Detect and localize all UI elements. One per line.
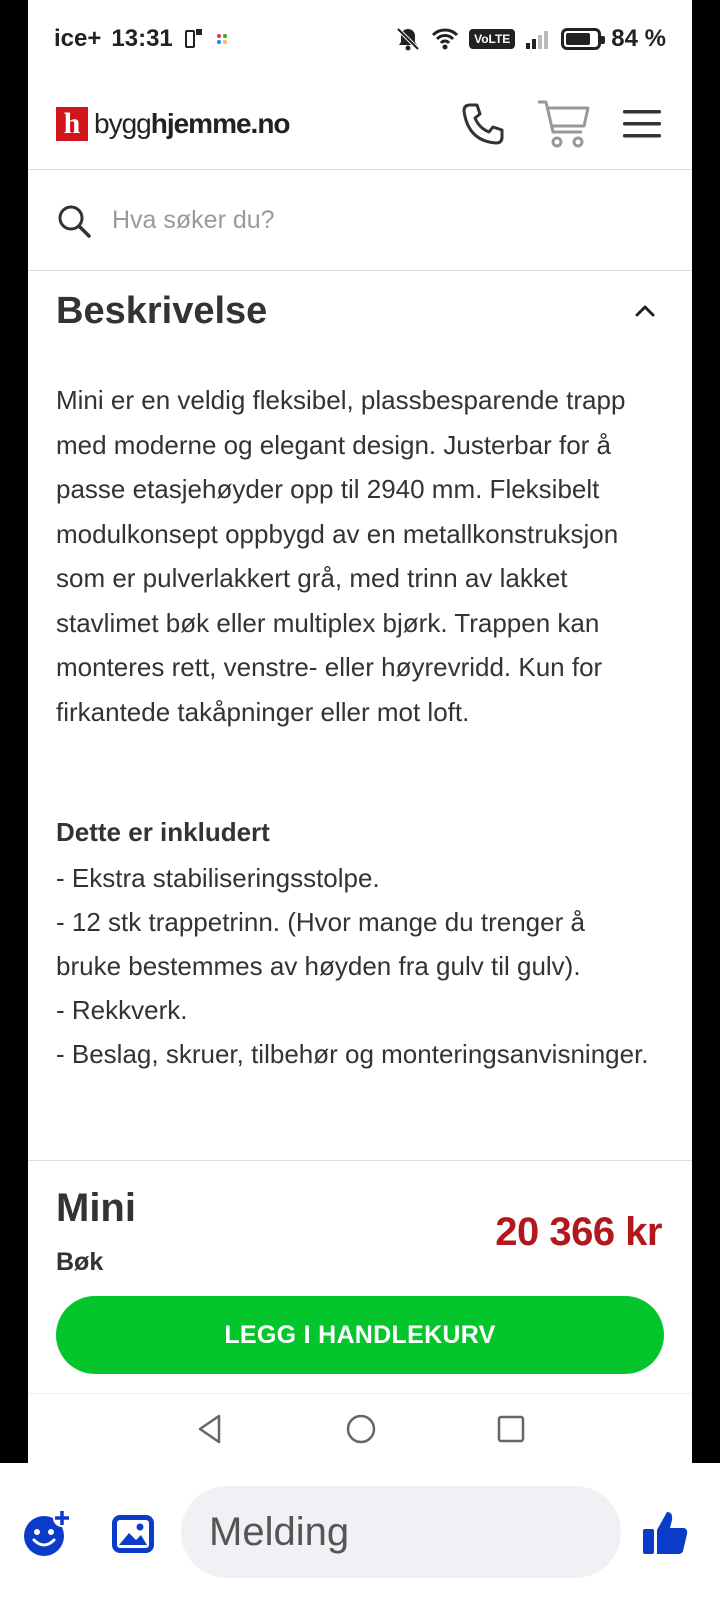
wifi-icon xyxy=(431,27,459,51)
divider xyxy=(28,1160,692,1161)
carrier-label: ice+ xyxy=(54,25,102,52)
list-item: - Beslag, skruer, tilbehør og monteringsanvisninger. xyxy=(56,1039,649,1069)
product-variant: Bøk xyxy=(56,1248,104,1276)
description-header[interactable] xyxy=(28,272,692,350)
back-icon[interactable] xyxy=(195,1413,225,1445)
clock: 13:31 xyxy=(111,25,173,52)
search-icon xyxy=(56,203,92,239)
included-list xyxy=(56,856,656,1076)
recents-icon[interactable] xyxy=(497,1415,525,1443)
battery-percent: 84 % xyxy=(611,25,666,52)
volte-badge: VoLTE xyxy=(469,29,515,49)
image-icon[interactable] xyxy=(110,1513,156,1555)
search-bar[interactable] xyxy=(28,171,692,271)
add-to-cart-button[interactable]: LEGG I HANDLEKURV xyxy=(56,1296,664,1374)
status-bar xyxy=(28,0,692,78)
phone-icon[interactable] xyxy=(460,101,506,147)
description-text: Mini er en veldig fleksibel, plassbesparende trapp med moderne og elegant design. Justerbar for å passe etasjehøyder opp til 2940 mm. Fleksibelt modulkonsept oppbygd av en metallkonstruksjon som er pulverlakkert grå, med trinn av lakket stavlimet bøk eller multiplex bjørk. Trappen kan monteres rett, venstre- eller høyrevridd. Kun for firkantede takåpninger eller mot loft. xyxy=(56,385,626,727)
screenshot-phone xyxy=(28,0,692,1463)
product-name: Mini xyxy=(56,1186,136,1230)
list-item: - 12 stk trappetrinn. (Hvor mange du trenger å bruke bestemmes av høyden fra gulv til gulv). xyxy=(56,907,585,981)
site-header xyxy=(28,78,692,170)
menu-icon[interactable] xyxy=(622,108,662,140)
android-nav-bar xyxy=(28,1393,692,1463)
site-logo[interactable] xyxy=(56,107,290,141)
cart-icon[interactable] xyxy=(536,98,592,150)
dots-icon xyxy=(215,32,229,46)
description-title: Beskrivelse xyxy=(56,289,268,332)
logo-text: bygghjemme.no xyxy=(94,107,290,139)
list-item: - Rekkverk. xyxy=(56,995,188,1025)
logo-mark: h xyxy=(56,107,88,141)
home-icon[interactable] xyxy=(345,1413,377,1445)
product-price: 20 366 kr xyxy=(495,1210,662,1254)
mute-notification-icon xyxy=(395,26,421,52)
search-input[interactable]: Hva søker du? xyxy=(112,206,275,234)
included-title: Dette er inkludert xyxy=(56,817,270,847)
thumbs-up-icon[interactable] xyxy=(640,1508,690,1558)
battery-icon xyxy=(561,28,601,50)
message-input[interactable]: Melding xyxy=(181,1486,621,1578)
emoji-add-icon[interactable] xyxy=(22,1508,74,1558)
sim-card-icon xyxy=(183,27,205,51)
signal-icon xyxy=(525,28,551,50)
chevron-up-icon[interactable] xyxy=(634,304,656,318)
list-item: - Ekstra stabiliseringsstolpe. xyxy=(56,863,380,893)
